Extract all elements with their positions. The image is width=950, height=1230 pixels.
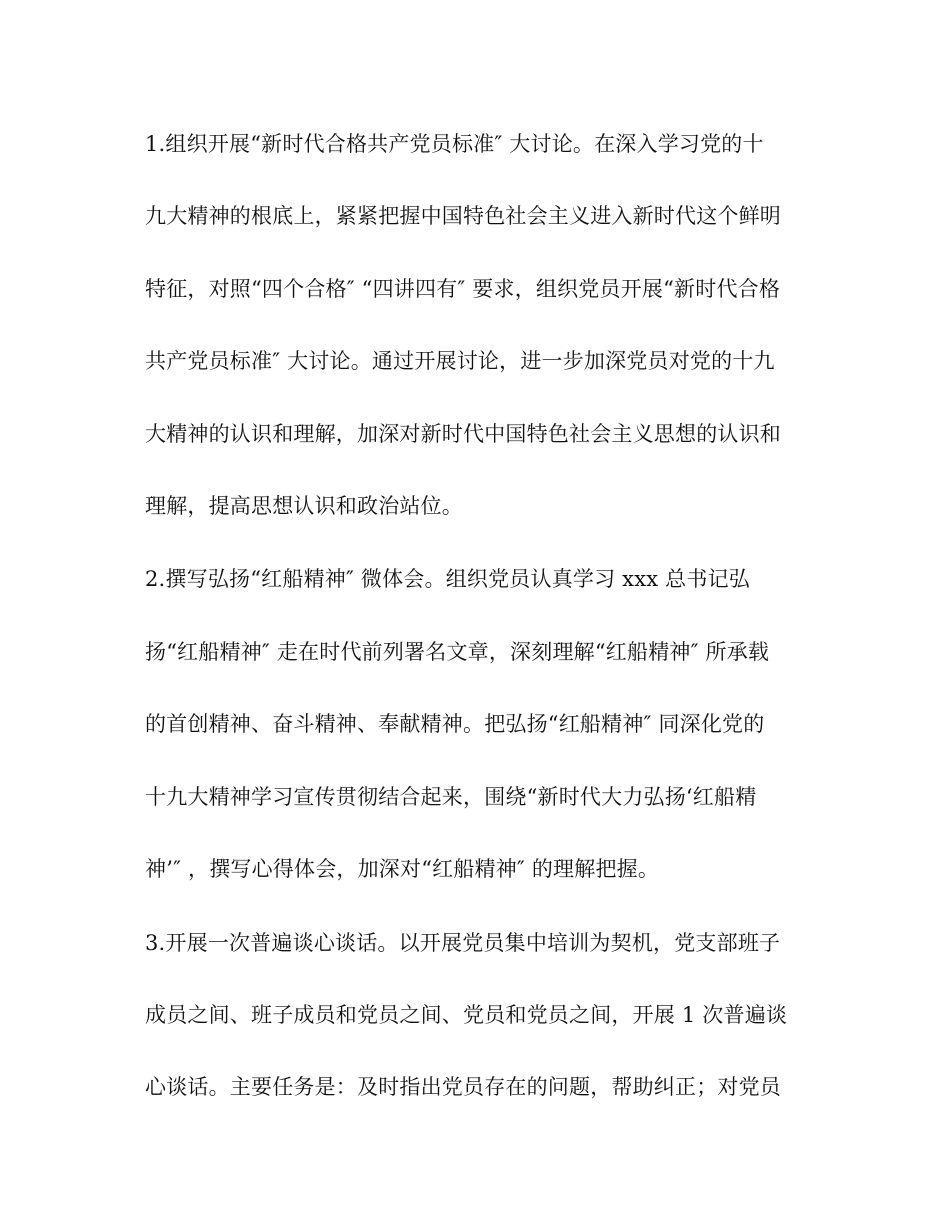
paragraph-1-line-2: 九大精神的根底上，紧紧把握中国特色社会主义进入新时代这个鲜明 [145,204,781,228]
paragraph-1-line-3: 特征，对照“四个合格″ “四讲四有″ 要求，组织党员开展“新时代合格 [145,277,781,301]
paragraph-2-line-5: 神’″ ，撰写心得体会，加深对“红船精神″ 的理解把握。 [145,857,660,881]
paragraph-3-line-1: 3.开展一次普遍谈心谈话。以开展党员集中培训为契机，党支部班子 [145,931,781,955]
paragraph-3-line-3: 心谈话。主要任务是：及时指出党员存在的问题，帮助纠正；对党员 [145,1075,781,1099]
paragraph-2-line-2: 扬“红船精神″ 走在时代前列署名文章，深刻理解“红船精神″ 所承载 [145,640,770,664]
paragraph-1-line-5: 大精神的认识和理解，加深对新时代中国特色社会主义思想的认识和 [145,422,781,446]
paragraph-2-line-1: 2.撰写弘扬“红船精神″ 微体会。组织党员认真学习 xxx 总书记弘 [145,567,750,591]
paragraph-1-line-1: 1.组织开展“新时代合格共产党员标准″ 大讨论。在深入学习党的十 [145,132,764,156]
paragraph-1-line-6: 理解，提高思想认识和政治站位。 [145,494,463,518]
paragraph-2-line-3: 的首创精神、奋斗精神、奉献精神。把弘扬“红船精神″ 同深化党的 [145,712,765,736]
paragraph-2-line-4: 十九大精神学习宣传贯彻结合起来，围绕“新时代大力弘扬‘红船精 [145,785,757,809]
paragraph-3-line-2: 成员之间、班子成员和党员之间、党员和党员之间，开展 1 次普遍谈 [145,1003,788,1027]
paragraph-1-line-4: 共产党员标准″ 大讨论。通过开展讨论，进一步加深党员对党的十九 [145,349,775,373]
